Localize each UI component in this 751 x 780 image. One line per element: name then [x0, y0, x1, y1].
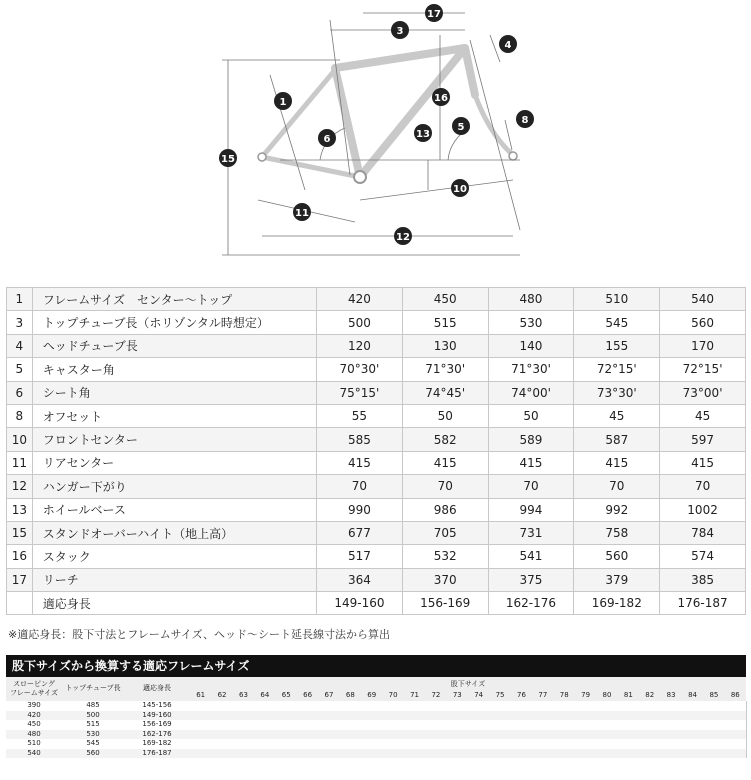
inseam-tick: 67 — [324, 691, 334, 699]
conversion-cell-top-tube: 500 — [86, 710, 100, 719]
size-value: 541 — [488, 545, 574, 568]
svg-text:5: 5 — [457, 122, 465, 133]
size-value: 70 — [317, 475, 403, 498]
marker-3 — [391, 21, 409, 39]
size-value: 72°15' — [660, 358, 746, 381]
size-value: 170 — [660, 334, 746, 357]
inseam-tick: 66 — [303, 691, 313, 699]
row-number: 13 — [7, 498, 33, 521]
inseam-tick: 68 — [345, 691, 355, 699]
inseam-tick: 73 — [452, 691, 462, 699]
conversion-title: 股下サイズから換算する適応フレームサイズ — [6, 655, 746, 677]
inseam-tick: 69 — [367, 691, 377, 699]
row-label: スタック — [32, 545, 316, 568]
size-value: 156-169 — [402, 592, 488, 615]
conversion-cell-size: 390 — [27, 701, 41, 709]
conversion-cell-height: 162-176 — [142, 729, 172, 738]
size-value: 364 — [317, 568, 403, 591]
size-value: 379 — [574, 568, 660, 591]
size-value: 990 — [317, 498, 403, 521]
svg-text:15: 15 — [221, 154, 235, 165]
frame-geometry-diagram — [0, 0, 751, 270]
size-value: 130 — [402, 334, 488, 357]
size-value: 420 — [317, 288, 403, 311]
conversion-row — [6, 730, 746, 740]
inseam-tick: 83 — [666, 691, 676, 699]
svg-text:16: 16 — [434, 93, 448, 104]
size-value: 45 — [574, 404, 660, 427]
geometry-row — [7, 545, 746, 568]
row-label: フロントセンター — [32, 428, 316, 451]
conversion-cell-height: 145-156 — [142, 701, 172, 709]
inseam-tick: 84 — [688, 691, 697, 699]
row-number: 12 — [7, 475, 33, 498]
row-number: 16 — [7, 545, 33, 568]
conversion-cell-size: 540 — [27, 748, 41, 757]
size-value: 515 — [402, 311, 488, 334]
row-label: スタンドオーバーハイト（地上高） — [32, 521, 316, 544]
conversion-cell-top-tube: 530 — [86, 729, 100, 738]
size-value: 589 — [488, 428, 574, 451]
size-value: 677 — [317, 521, 403, 544]
marker-8 — [516, 110, 534, 128]
svg-text:12: 12 — [396, 232, 410, 243]
size-value: 415 — [402, 451, 488, 474]
row-number: 3 — [7, 311, 33, 334]
size-value: 992 — [574, 498, 660, 521]
size-value: 72°15' — [574, 358, 660, 381]
conversion-cell-height: 156-169 — [142, 720, 172, 728]
inseam-tick: 77 — [538, 691, 548, 699]
geometry-row — [7, 381, 746, 404]
size-value: 585 — [317, 428, 403, 451]
row-number: 15 — [7, 521, 33, 544]
svg-text:13: 13 — [416, 129, 430, 140]
size-value: 510 — [574, 288, 660, 311]
marker-4 — [499, 35, 517, 53]
size-value: 517 — [317, 545, 403, 568]
row-label: ヘッドチューブ長 — [32, 334, 316, 357]
conversion-cell-size: 510 — [27, 739, 41, 747]
size-value: 73°30' — [574, 381, 660, 404]
conversion-cell-top-tube: 485 — [86, 701, 100, 709]
geometry-row — [7, 521, 746, 544]
row-label: フレームサイズ センター～トップ — [32, 288, 316, 311]
size-value: 70 — [660, 475, 746, 498]
row-number: 17 — [7, 568, 33, 591]
svg-text:3: 3 — [396, 26, 404, 37]
marker-1 — [274, 92, 292, 110]
inseam-tick: 86 — [730, 691, 740, 699]
svg-text:1: 1 — [279, 97, 287, 108]
inseam-tick: 71 — [410, 691, 419, 699]
svg-text:11: 11 — [295, 208, 309, 219]
inseam-tick: 78 — [559, 691, 569, 699]
conversion-cell-height: 169-182 — [142, 739, 172, 747]
row-label: 適応身長 — [32, 592, 316, 615]
conversion-cell-height: 176-187 — [142, 748, 172, 757]
header-inseam: 股下サイズ — [450, 680, 486, 688]
size-value: 784 — [660, 521, 746, 544]
size-value: 70 — [488, 475, 574, 498]
geometry-row — [7, 451, 746, 474]
header-sloping-size: スローピング フレームサイズ — [9, 680, 59, 697]
conversion-cell-size: 480 — [27, 729, 41, 738]
size-value: 71°30' — [488, 358, 574, 381]
row-label: リーチ — [32, 568, 316, 591]
inseam-tick: 63 — [238, 691, 248, 699]
size-value: 415 — [574, 451, 660, 474]
row-number — [7, 592, 33, 615]
size-value: 994 — [488, 498, 574, 521]
geometry-row — [7, 475, 746, 498]
marker-16 — [432, 88, 450, 106]
conversion-row — [6, 739, 746, 749]
size-value: 149-160 — [317, 592, 403, 615]
size-value: 70 — [402, 475, 488, 498]
size-value: 50 — [488, 404, 574, 427]
row-label: ホイールベース — [32, 498, 316, 521]
size-value: 375 — [488, 568, 574, 591]
geometry-row — [7, 404, 746, 427]
geometry-row — [7, 311, 746, 334]
marker-13 — [394, 227, 412, 245]
size-value: 545 — [574, 311, 660, 334]
geometry-row — [7, 498, 746, 521]
geometry-row — [7, 592, 746, 615]
inseam-tick: 85 — [709, 691, 719, 699]
marker-12 — [414, 124, 432, 142]
marker-11 — [293, 203, 311, 221]
header-height: 適応身長 — [143, 684, 171, 692]
inseam-tick: 62 — [217, 691, 227, 699]
header-top-tube: トップチューブ長 — [65, 684, 121, 692]
marker-5 — [452, 117, 470, 135]
conversion-cell-height: 149-160 — [142, 710, 172, 719]
row-number: 11 — [7, 451, 33, 474]
conversion-cell-top-tube: 515 — [86, 720, 100, 728]
svg-text:17: 17 — [427, 9, 441, 20]
svg-text:4: 4 — [504, 40, 512, 51]
conversion-cell-size: 420 — [27, 710, 41, 719]
size-value: 370 — [402, 568, 488, 591]
row-number: 8 — [7, 404, 33, 427]
size-value: 530 — [488, 311, 574, 334]
size-value: 50 — [402, 404, 488, 427]
conversion-header — [6, 677, 746, 701]
conversion-cell-top-tube: 545 — [86, 739, 100, 747]
geometry-table — [6, 287, 746, 615]
size-value: 480 — [488, 288, 574, 311]
size-value: 587 — [574, 428, 660, 451]
size-value: 74°45' — [402, 381, 488, 404]
row-number: 5 — [7, 358, 33, 381]
size-value: 120 — [317, 334, 403, 357]
inseam-tick: 81 — [623, 691, 633, 699]
size-value: 582 — [402, 428, 488, 451]
size-value: 415 — [488, 451, 574, 474]
size-value: 758 — [574, 521, 660, 544]
inseam-tick: 79 — [581, 691, 591, 699]
marker-15 — [219, 149, 237, 167]
size-value: 162-176 — [488, 592, 574, 615]
size-value: 169-182 — [574, 592, 660, 615]
size-value: 140 — [488, 334, 574, 357]
marker-17 — [425, 4, 443, 22]
inseam-tick: 75 — [495, 691, 505, 699]
size-value: 597 — [660, 428, 746, 451]
row-number: 1 — [7, 288, 33, 311]
row-label: シート角 — [32, 381, 316, 404]
svg-text:8: 8 — [521, 115, 529, 126]
conversion-cell-size: 450 — [27, 720, 41, 728]
size-value: 574 — [660, 545, 746, 568]
row-label: トップチューブ長（ホリゾンタル時想定） — [32, 311, 316, 334]
size-value: 415 — [317, 451, 403, 474]
conversion-cell-top-tube: 560 — [86, 748, 100, 757]
row-label: ハンガー下がり — [32, 475, 316, 498]
row-number: 4 — [7, 334, 33, 357]
inseam-tick: 64 — [260, 691, 270, 699]
size-value: 731 — [488, 521, 574, 544]
inseam-tick: 82 — [645, 691, 655, 699]
inseam-tick: 70 — [388, 691, 398, 699]
size-value: 1002 — [660, 498, 746, 521]
row-label: キャスター角 — [32, 358, 316, 381]
size-value: 55 — [317, 404, 403, 427]
geometry-row — [7, 428, 746, 451]
conversion-row — [6, 701, 746, 711]
size-value: 705 — [402, 521, 488, 544]
size-value: 70°30' — [317, 358, 403, 381]
size-value: 540 — [660, 288, 746, 311]
svg-text:6: 6 — [323, 134, 331, 145]
row-number: 10 — [7, 428, 33, 451]
inseam-tick: 65 — [281, 691, 291, 699]
conversion-row — [6, 711, 746, 721]
size-value: 560 — [660, 311, 746, 334]
size-value: 45 — [660, 404, 746, 427]
size-value: 450 — [402, 288, 488, 311]
size-value: 71°30' — [402, 358, 488, 381]
size-value: 385 — [660, 568, 746, 591]
conversion-row — [6, 749, 746, 759]
inseam-tick: 76 — [516, 691, 526, 699]
row-label: リアセンター — [32, 451, 316, 474]
inseam-tick: 72 — [431, 691, 441, 699]
size-value: 500 — [317, 311, 403, 334]
marker-6 — [318, 129, 336, 147]
geometry-row — [7, 568, 746, 591]
row-label: オフセット — [32, 404, 316, 427]
inseam-tick: 74 — [474, 691, 484, 699]
geometry-row — [7, 334, 746, 357]
size-value: 155 — [574, 334, 660, 357]
inseam-tick: 80 — [602, 691, 612, 699]
geometry-note: ※適応身長：股下寸法とフレームサイズ、ヘッド～シート延長線寸法から算出 — [8, 628, 391, 641]
size-value: 560 — [574, 545, 660, 568]
size-value: 74°00' — [488, 381, 574, 404]
size-value: 70 — [574, 475, 660, 498]
row-number: 6 — [7, 381, 33, 404]
geometry-row — [7, 358, 746, 381]
size-value: 986 — [402, 498, 488, 521]
inseam-tick: 61 — [196, 691, 206, 699]
size-value: 532 — [402, 545, 488, 568]
size-value: 73°00' — [660, 381, 746, 404]
inseam-conversion-chart — [6, 655, 746, 765]
size-value: 415 — [660, 451, 746, 474]
geometry-row — [7, 288, 746, 311]
svg-text:10: 10 — [453, 184, 467, 195]
size-value: 176-187 — [660, 592, 746, 615]
conversion-row — [6, 720, 746, 730]
marker-10 — [451, 179, 469, 197]
size-value: 75°15' — [317, 381, 403, 404]
